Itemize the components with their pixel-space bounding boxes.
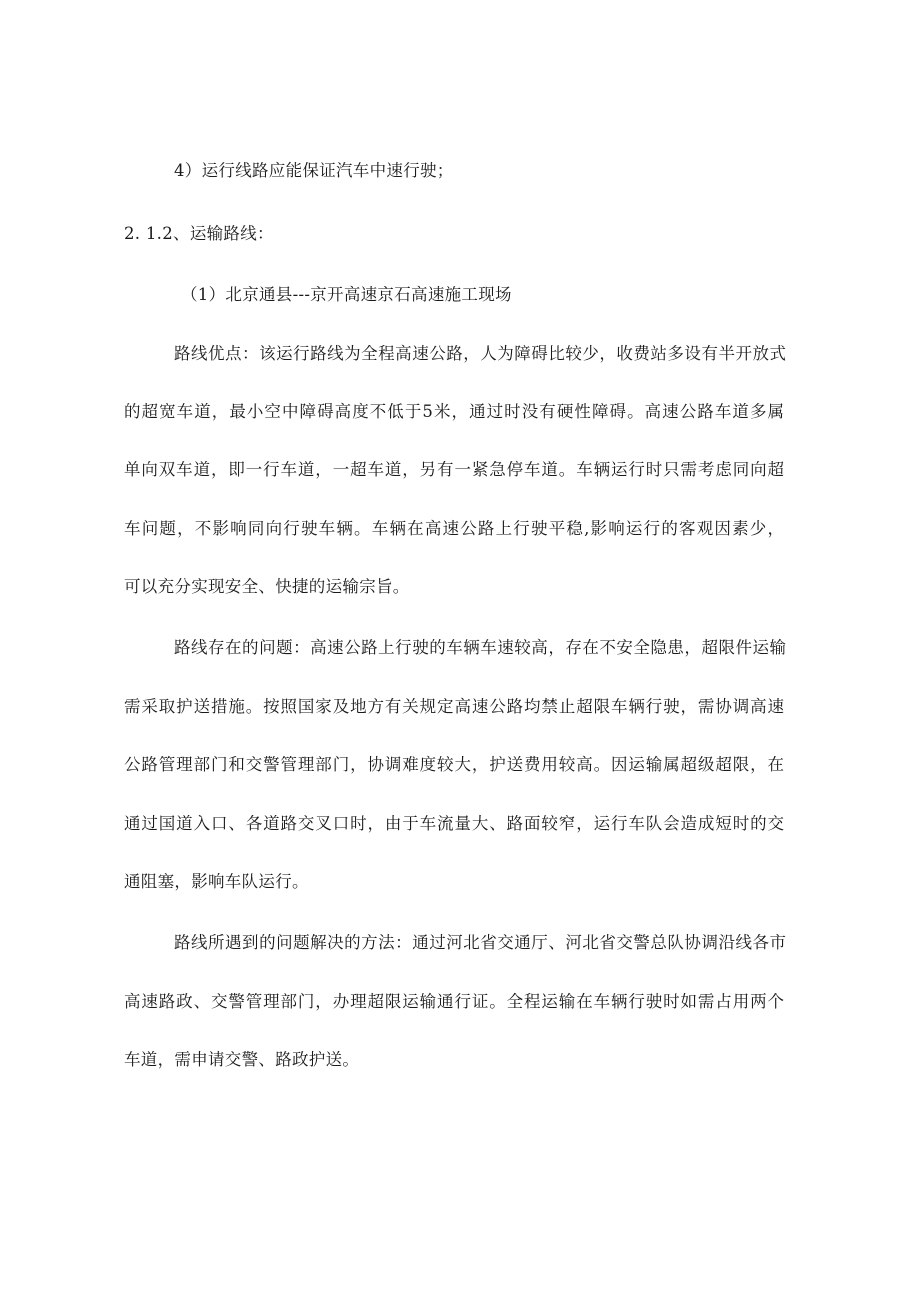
paragraph-advantages-line: 可以充分实现安全、快捷的运输宗旨。 [124,577,410,596]
paragraph-problems-line: 公路管理部门和交警管理部门，协调难度较大，护送费用较高。因运输属超级超限，在 [124,755,784,774]
list-item-4: 4）运行线路应能保证汽车中速行驶； [174,161,454,180]
paragraph-advantages-line: 车问题，不影响同向行驶车辆。车辆在高速公路上行驶平稳,影响运行的客观因素少， [124,519,784,538]
paragraph-advantages-line: 单向双车道，即一行车道，一超车道，另有一紧急停车道。车辆运行时只需考虑同向超 [124,460,784,479]
paragraph-solutions-line: 高速路政、交警管理部门，办理超限运输通行证。全程运输在车辆行驶时如需占用两个 [124,992,784,1011]
paragraph-problems-line: 通阻塞，影响车队运行。 [124,872,309,891]
paragraph-solutions-line: 路线所遇到的问题解决的方法：通过河北省交通厅、河北省交警总队协调沿线各市 [174,933,786,952]
paragraph-advantages-line: 的超宽车道，最小空中障碍高度不低于5米，通过时没有硬性障碍。高速公路车道多属 [124,402,784,421]
paragraph-solutions-line: 车道，需申请交警、路政护送。 [124,1050,360,1069]
paragraph-advantages-line: 路线优点：该运行路线为全程高速公路，人为障碍比较少，收费站多设有半开放式 [174,344,786,363]
paragraph-problems-line: 路线存在的问题：高速公路上行驶的车辆车速较高，存在不安全隐患，超限件运输 [174,638,786,657]
paragraph-problems-line: 需采取护送措施。按照国家及地方有关规定高速公路均禁止超限车辆行驶，需协调高速 [124,697,784,716]
route-title: （1）北京通县---京开高速京石高速施工现场 [181,285,512,304]
paragraph-problems-line: 通过国道入口、各道路交叉口时，由于车流量大、路面较窄，运行车队会造成短时的交 [124,814,784,833]
section-heading: 2. 1.2、运输路线： [124,224,274,243]
